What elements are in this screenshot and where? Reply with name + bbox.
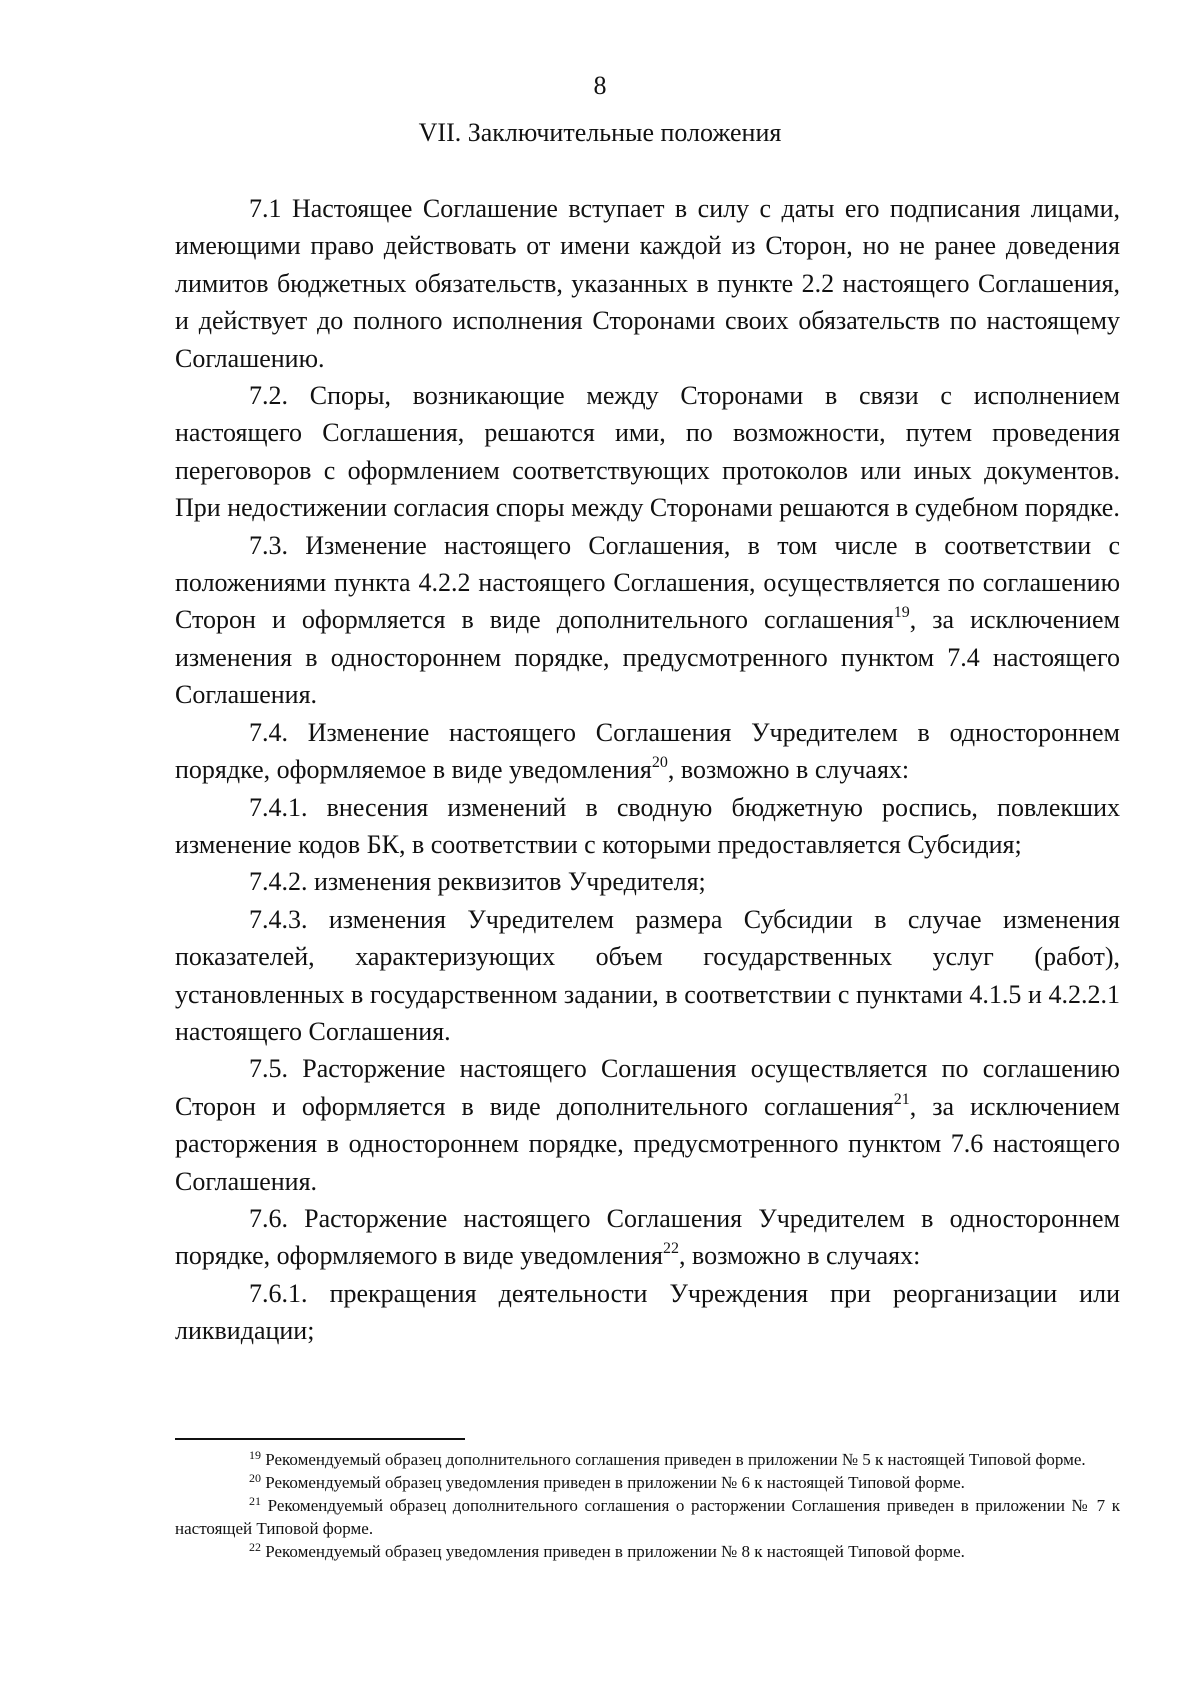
paragraph-7-2: 7.2. Споры, возникающие между Сторонами в связи с исполнением настоящего Соглашения, решаются ими, по возможности, путем проведения переговоров с оформлением соответствующих протоколов или иных документов. При недостижении согласия споры между Сторонами решаются в судебном порядке. xyxy=(175,381,1120,523)
footnote-number: 22 xyxy=(249,1540,261,1554)
footnote-number: 20 xyxy=(249,1471,261,1485)
footnote-number: 19 xyxy=(249,1448,261,1462)
footnotes xyxy=(175,1448,1120,1563)
footnote-22 xyxy=(175,1540,1120,1563)
paragraph-7-3-text: 7.3. Изменение настоящего Соглашения, в том числе в соответствии с положениями пункта 4.2.2 настоящего Соглашения, осуществляется по соглашению Сторон и оформляется в виде дополнительного соглашения xyxy=(175,530,1120,635)
paragraph-7-6-text-cont: , возможно в случаях: xyxy=(679,1241,921,1271)
paragraph-7-4-2: 7.4.2. изменения реквизитов Учредителя; xyxy=(249,867,706,897)
paragraph-7-4-text-cont: , возможно в случаях: xyxy=(667,755,910,785)
paragraph-7-3 xyxy=(175,527,1120,714)
page-number: 8 xyxy=(593,71,607,100)
paragraph-7-6-1: 7.6.1. прекращения деятельности Учреждения при реорганизации или ликвидации; xyxy=(175,1278,1120,1346)
paragraph-7-1: 7.1 Настоящее Соглашение вступает в силу с даты его подписания лицами, имеющими право действовать от имени каждой из Сторон, но не ранее доведения лимитов бюджетных обязательств, указанных в пункте 2.2 настоящего Соглашения, и действует до полного исполнения Сторонами своих обязательств по настоящему Соглашению. xyxy=(175,194,1120,373)
footnote-ref-21[interactable]: 21 xyxy=(893,1090,910,1108)
footnote-21 xyxy=(175,1494,1120,1540)
footnote-separator xyxy=(175,1438,465,1440)
footnote-ref-22[interactable]: 22 xyxy=(663,1240,680,1258)
footnote-text: Рекомендуемый образец уведомления приведен в приложении № 8 к настоящей Типовой форме. xyxy=(261,1542,965,1561)
paragraph-7-4 xyxy=(175,714,1120,789)
footnote-19 xyxy=(175,1448,1120,1471)
section-title: VII. Заключительные положения xyxy=(418,118,782,147)
footnote-number: 21 xyxy=(249,1494,261,1508)
footnote-ref-20[interactable]: 20 xyxy=(651,754,668,772)
footnote-text: Рекомендуемый образец дополнительного соглашения о расторжении Соглашения приведен в приложении № 7 к настоящей Типовой форме. xyxy=(175,1496,1120,1538)
paragraph-7-4-1: 7.4.1. внесения изменений в сводную бюджетную роспись, повлекших изменение кодов БК, в соответствии с которыми предоставляется Субсидия; xyxy=(175,792,1120,859)
paragraph-7-5 xyxy=(175,1050,1120,1200)
paragraph-7-6-text: 7.6. Расторжение настоящего Соглашения Учредителем в одностороннем порядке, оформляемого в виде уведомления xyxy=(175,1203,1120,1271)
paragraph-7-5-text-cont: , за исключением расторжения в одностороннем порядке, предусмотренного пунктом 7.6 настоящего Соглашения. xyxy=(175,1091,1120,1196)
footnote-ref-19[interactable]: 19 xyxy=(893,604,910,622)
footnote-20 xyxy=(175,1471,1120,1494)
footnote-text: Рекомендуемый образец уведомления приведен в приложении № 6 к настоящей Типовой форме. xyxy=(261,1473,965,1492)
paragraph-7-5-text: 7.5. Расторжение настоящего Соглашения осуществляется по соглашению Сторон и оформляется в виде дополнительного соглашения xyxy=(175,1054,1120,1121)
paragraph-7-3-text-cont: , за исключением изменения в одностороннем порядке, предусмотренного пунктом 7.4 настоящего Соглашения. xyxy=(175,605,1120,710)
paragraph-7-4-text: 7.4. Изменение настоящего Соглашения Учредителем в одностороннем порядке, оформляемое в виде уведомления xyxy=(175,717,1120,785)
paragraph-7-6 xyxy=(175,1200,1120,1275)
paragraph-7-4-3: 7.4.3. изменения Учредителем размера Субсидии в случае изменения показателей, характеризующих объем государственных услуг (работ), установленных в государственном задании, в соответствии с пунктами 4.1.5 и 4.2.2.1 настоящего Соглашения. xyxy=(175,904,1120,1046)
footnote-text: Рекомендуемый образец дополнительного соглашения приведен в приложении № 5 к настоящей Типовой форме. xyxy=(261,1450,1086,1469)
document-body xyxy=(175,190,1120,1350)
